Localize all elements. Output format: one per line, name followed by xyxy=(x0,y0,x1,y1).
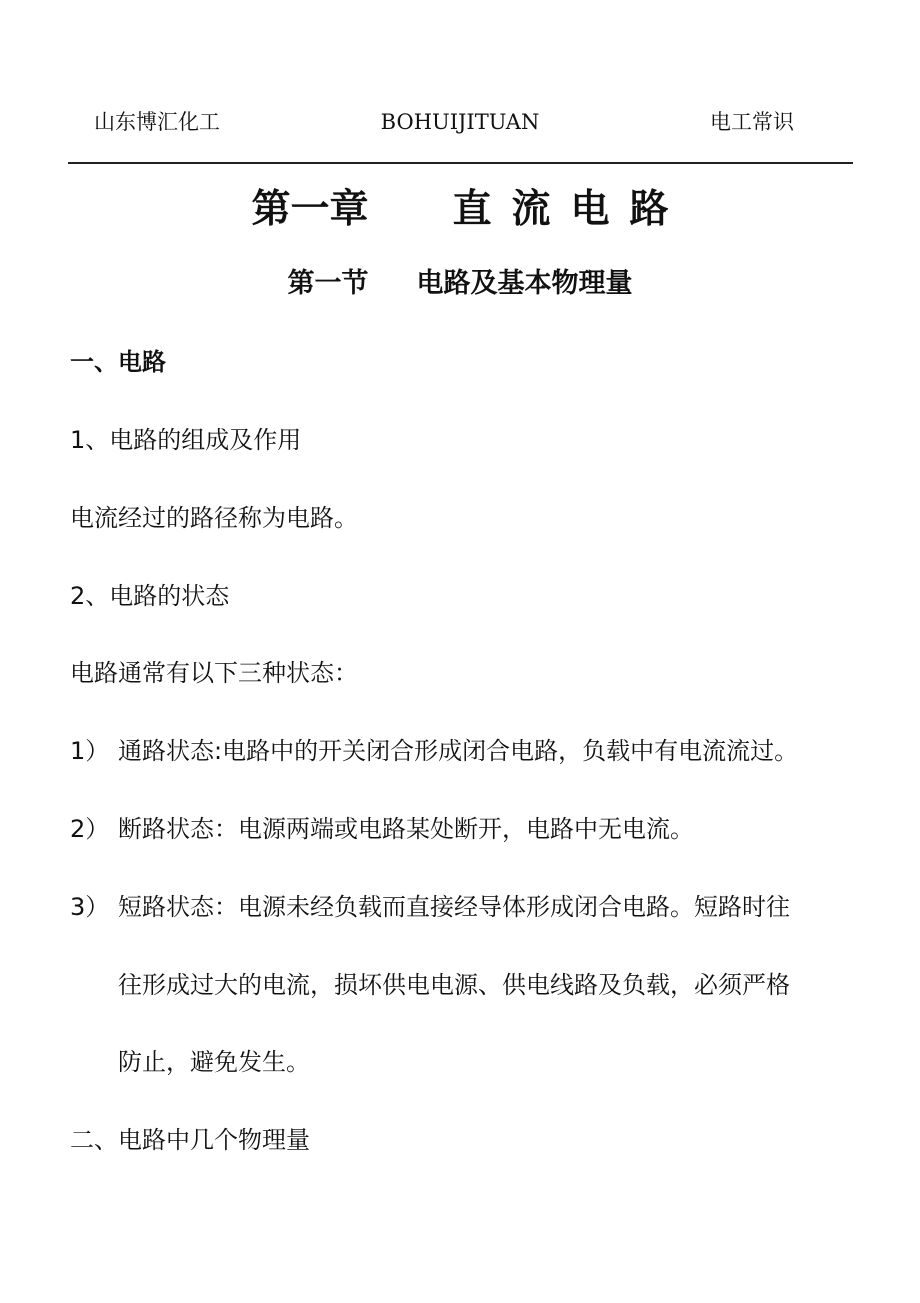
header-company: 山东博汇化工 xyxy=(94,110,220,134)
list-item-text: 短路状态：电源未经负载而直接经导体形成闭合电路。短路时往 xyxy=(118,893,790,921)
list-item xyxy=(70,731,798,771)
heading-circuit: 一、电路 xyxy=(70,348,166,376)
heading-physical-quantities: 二、电路中几个物理量 xyxy=(70,1126,310,1154)
list-item xyxy=(70,887,790,927)
chapter-heading xyxy=(0,180,920,240)
list-item-text: 断路状态：电源两端或电路某处断开，电路中无电流。 xyxy=(118,815,694,843)
header-group-name: BOHUIJITUAN xyxy=(380,110,540,134)
header-divider xyxy=(68,162,853,164)
section-number: 第一节 xyxy=(287,268,369,299)
subheading-states: 2、电路的状态 xyxy=(70,582,230,610)
paragraph-definition: 电流经过的路径称为电路。 xyxy=(70,504,358,532)
section-heading xyxy=(0,262,920,306)
list-item-text: 通路状态:电路中的开关闭合形成闭合电路，负载中有电流流过。 xyxy=(118,737,799,765)
section-title: 电路及基本物理量 xyxy=(416,268,633,299)
paragraph-states-intro: 电路通常有以下三种状态： xyxy=(70,659,358,687)
list-item-number: 1） xyxy=(70,737,110,765)
list-item-continuation: 防止，避免发生。 xyxy=(118,1048,310,1076)
list-item-number: 3） xyxy=(70,893,110,921)
chapter-title: 直流电路 xyxy=(452,187,689,232)
list-item-number: 2） xyxy=(70,815,110,843)
subheading-composition: 1、电路的组成及作用 xyxy=(70,426,302,454)
header-doc-topic: 电工常识 xyxy=(710,110,794,134)
chapter-number: 第一章 xyxy=(251,187,369,232)
list-item xyxy=(70,809,694,849)
list-item-continuation: 往形成过大的电流，损坏供电电源、供电线路及负载，必须严格 xyxy=(118,971,790,999)
